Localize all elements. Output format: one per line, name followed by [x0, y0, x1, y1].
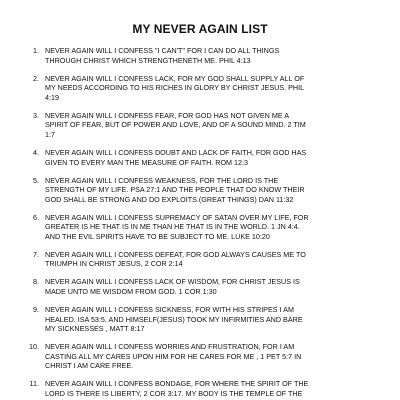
list-item-text: NEVER AGAIN WILL I CONFESS "I CAN'T" FOR I CAN DO ALL THINGS THROUGH CHRIST WHICH STRENGTHENETH ME. PHIL 4:13: [45, 46, 280, 65]
list-item-number: 1.: [33, 46, 39, 55]
list-item-number: 8.: [33, 277, 39, 287]
list-item-number: 9.: [33, 305, 39, 314]
list-item-text: NEVER AGAIN WILL I CONFESS SICKNESS, FOR WITH HIS STRIPES I AM HEALED. ISA 53:5, AND HIMSELF(JESUS) TOOK MY INFIRMITIES AND BARE MY SICKNESSES , MATT 8:17: [45, 305, 303, 334]
list-item: [0, 148, 400, 167]
list-item-number: 7.: [33, 249, 39, 259]
list-item-text: NEVER AGAIN WILL I CONFESS LACK, FOR MY GOD SHALL SUPPLY ALL OF MY NEEDS ACCORDING TO HIS RICHES IN GLORY BY CHRIST JESUS. PHIL 4:19: [45, 73, 305, 102]
list-item-text: NEVER AGAIN WILL I CONFESS DOUBT AND LACK OF FAITH, FOR GOD HAS GIVEN TO EVERY MAN THE MEASURE OF FAITH. ROM 12:3: [45, 147, 307, 167]
list-item-number: 11.: [29, 379, 39, 389]
list-item-text: NEVER AGAIN WILL I CONFESS DEFEAT, FOR GOD ALWAYS CAUSES ME TO TRIUMPH IN CHRIST JESUS, 2 COR 2:14: [45, 249, 306, 269]
page-title: MY NEVER AGAIN LIST: [132, 22, 268, 36]
list-item-text: NEVER AGAIN WILL I CONFESS FEAR, FOR GOD HAS NOT GIVEN ME A SPIRIT OF FEAR, BUT OF POWER AND LOVE, AND OF A SOUND MIND. 2 TIM 1:7: [45, 110, 306, 139]
never-again-list: [0, 46, 400, 400]
list-item-number: 10.: [29, 342, 39, 352]
list-item-text: NEVER AGAIN WILL I CONFESS BONDAGE, FOR WHERE THE SPIRIT OF THE LORD IS THERE IS LIBERTY, 2 COR 3:17. MY BODY IS THE TEMPLE OF THE: [45, 379, 309, 398]
list-item: [0, 176, 400, 205]
list-item: [0, 111, 400, 140]
list-item-number: 2.: [33, 73, 39, 83]
list-item: [0, 305, 400, 334]
list-item-text: NEVER AGAIN WILL I CONFESS WORRIES AND FRUSTRATION, FOR I AM CASTING ALL MY CARES UPON HIM FOR HE CARES FOR ME , 1 PET 5:7 IN CHRIST I AM CARE FREE.: [45, 342, 302, 371]
list-item-number: 5.: [33, 175, 39, 185]
list-item: [0, 74, 400, 103]
list-item-text: NEVER AGAIN WILL I CONFESS SUPREMACY OF SATAN OVER MY LIFE, FOR GREATER IS HE THAT IS IN ME THAN HE THAT IS IN THE WORLD. 1 JN 4:4. AND THE EVIL SPIRITS HAVE TO BE SUBJECT TO ME. LUKE 10:20: [45, 212, 309, 241]
list-item-number: 3.: [33, 110, 39, 120]
list-item: [0, 277, 400, 296]
list-item-text: NEVER AGAIN WILL I CONFESS WEAKNESS, FOR THE LORD IS THE STRENGTH OF MY LIFE. PSA 27:1 AND THE PEOPLE THAT DO KNOW THEIR GOD SHALL BE STRONG AND DO EXPLOITS.(GREAT THINGS) DAN 11:32: [45, 175, 305, 204]
list-item-number: 4.: [33, 147, 39, 157]
list-item-number: 6.: [33, 212, 39, 222]
list-item: [0, 379, 400, 398]
list-item: [0, 342, 400, 371]
list-item: [0, 250, 400, 269]
list-item: [0, 213, 400, 242]
list-item-text: NEVER AGAIN WILL I CONFESS LACK OF WISDOM, FOR CHRIST JESUS IS MADE UNTO ME WISDOM FROM GOD. 1 COR 1:30: [45, 277, 300, 297]
list-item: [0, 46, 400, 65]
